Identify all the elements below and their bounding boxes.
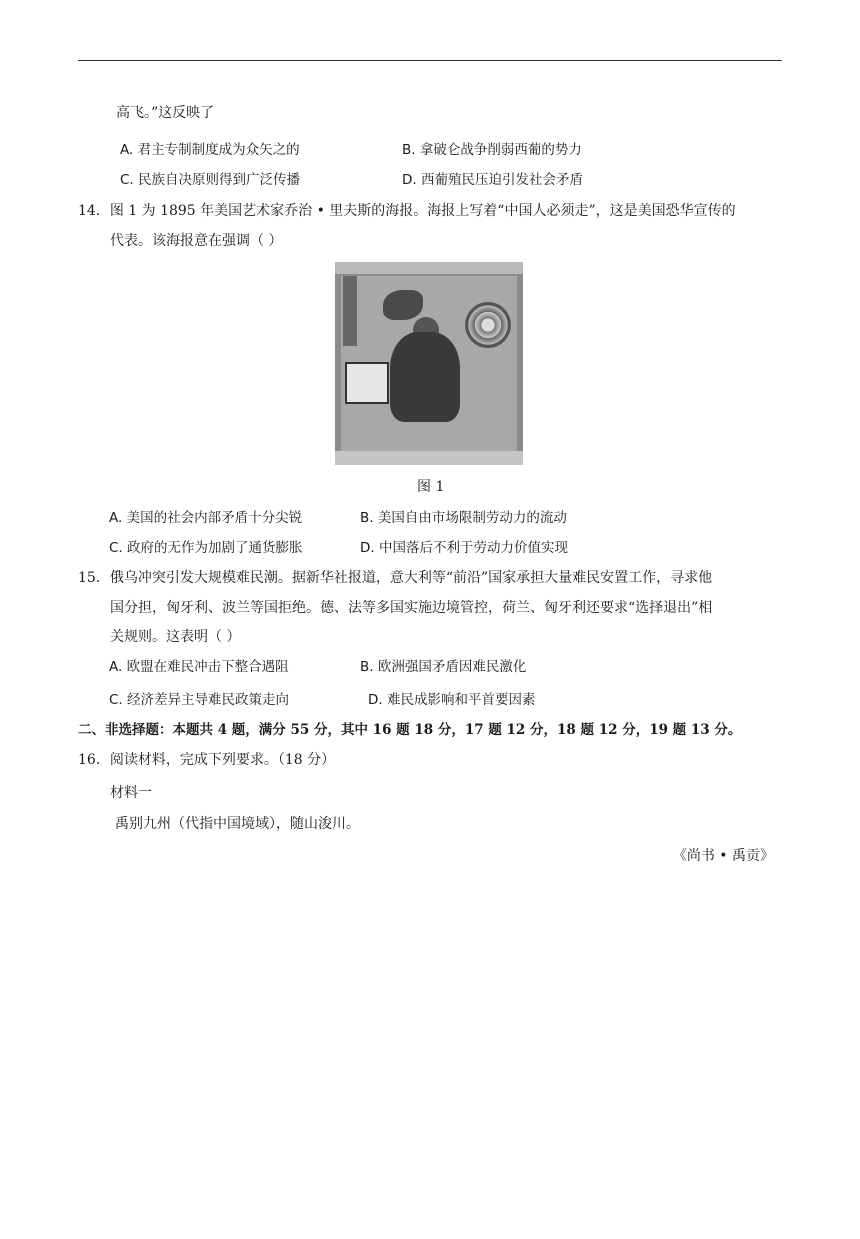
q14-option-a: A. 美国的社会内部矛盾十分尖锐 bbox=[109, 510, 303, 526]
q13-option-c: C. 民族自决原则得到广泛传播 bbox=[120, 172, 301, 188]
q13-option-d: D. 西葡殖民压迫引发社会矛盾 bbox=[402, 172, 583, 188]
material-label: 材料一 bbox=[110, 785, 152, 801]
poster-footer-strip bbox=[335, 451, 523, 465]
header-rule bbox=[78, 60, 782, 61]
q14-stem-line1: 14．图 1 为 1895 年美国艺术家乔治 • 里夫斯的海报。海报上写着“中国人必须走”，这是美国恐华宣传的 bbox=[78, 203, 736, 219]
material-source: 《尚书 • 禹贡》 bbox=[672, 848, 774, 864]
poster-header-strip bbox=[335, 262, 523, 274]
q14-option-c: C. 政府的无作为加剧了通货膨胀 bbox=[109, 540, 303, 556]
poster-seated-figure bbox=[390, 332, 460, 422]
q15-stem-line3: 关规则。这表明（ ） bbox=[110, 629, 241, 645]
poster-image bbox=[335, 262, 523, 465]
poster-flag bbox=[343, 276, 357, 346]
q15-stem-line2: 国分担，匈牙利、波兰等国拒绝。德、法等多国实施边境管控，荷兰、匈牙利还要求“选择退出”相 bbox=[110, 600, 713, 616]
figure-caption: 图 1 bbox=[417, 479, 445, 495]
section-heading: 二、非选择题：本题共 4 题，满分 55 分，其中 16 题 18 分，17 题 12 分，18 题 12 分，19 题 13 分。 bbox=[78, 722, 742, 738]
poster-eagle bbox=[383, 290, 423, 320]
q14-option-d: D. 中国落后不利于劳动力价值实现 bbox=[360, 540, 568, 556]
q15-option-a: A. 欧盟在难民冲击下整合遇阻 bbox=[109, 659, 289, 675]
q15-option-d: D. 难民成影响和平首要因素 bbox=[368, 692, 536, 708]
q15-option-c: C. 经济差异主导难民政策走向 bbox=[109, 692, 290, 708]
q13-option-a: A. 君主专制制度成为众矢之的 bbox=[120, 142, 300, 158]
q14-stem-line2: 代表。该海报意在强调（ ） bbox=[110, 233, 283, 249]
poster-sign bbox=[345, 362, 389, 404]
material-text: 禹别九州（代指中国境域），随山浚川。 bbox=[115, 816, 360, 832]
q15-option-b: B. 欧洲强国矛盾因难民激化 bbox=[360, 659, 527, 675]
poster-sun-disc bbox=[465, 302, 511, 348]
q15-stem-line1: 15．俄乌冲突引发大规模难民潮。据新华社报道，意大利等“前沿”国家承担大量难民安置工作，寻求他 bbox=[78, 570, 713, 586]
q13-option-b: B. 拿破仑战争削弱西葡的势力 bbox=[402, 142, 582, 158]
q16-stem: 16．阅读材料，完成下列要求。（18 分） bbox=[78, 752, 336, 768]
q14-option-b: B. 美国自由市场限制劳动力的流动 bbox=[360, 510, 567, 526]
q13-stem-tail: 高飞。”这反映了 bbox=[116, 105, 215, 121]
